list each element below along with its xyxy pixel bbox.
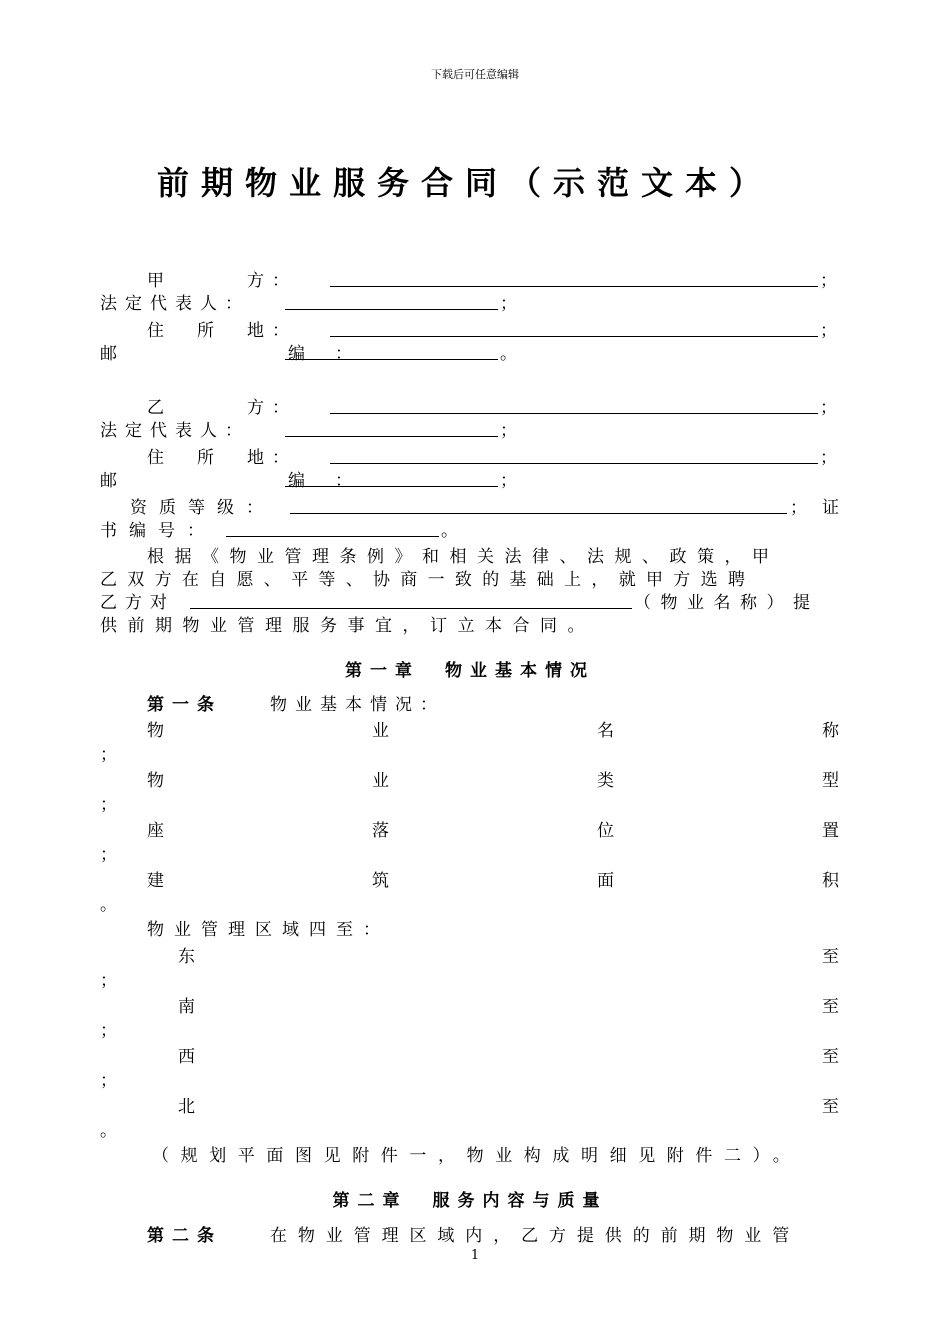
party-b-zip-blank[interactable]	[285, 486, 498, 487]
party-a-name-end: ；	[820, 271, 837, 291]
boundary-west-end: ；	[100, 1071, 117, 1091]
party-a-name-label: 甲 方：	[147, 271, 297, 291]
boundary-dir: 北	[178, 1097, 195, 1117]
field-char: 称	[822, 721, 839, 741]
party-b-qual-end: ；	[790, 498, 807, 518]
boundary-to: 至	[822, 947, 839, 967]
party-b-rep-end: ；	[500, 421, 517, 441]
field-char: 型	[822, 771, 839, 791]
party-a-addr-end: ；	[820, 321, 837, 341]
party-a-zip-end: 。	[500, 344, 517, 364]
party-b-name-blank[interactable]	[330, 413, 818, 414]
party-a-addr-blank[interactable]	[330, 336, 818, 337]
boundary-west	[178, 1042, 839, 1067]
intro-line-4: 供前期物业管理服务事宜，订立本合同。	[100, 616, 595, 636]
party-b-addr-blank[interactable]	[330, 463, 818, 464]
party-b-cert-label: 书编号：	[100, 521, 216, 541]
field-char: 面	[597, 871, 614, 891]
boundary-east-end: ；	[100, 971, 117, 991]
chapter-1-title: 第一章 物业基本情况	[345, 661, 595, 681]
party-b-name-end: ；	[820, 398, 837, 418]
party-b-qual-label: 资质等级：	[130, 498, 275, 518]
field-char: 置	[822, 821, 839, 841]
boundary-east	[178, 942, 839, 967]
intro-line-2: 乙双方在自愿、平等、协商一致的基础上，就甲方选聘	[100, 570, 756, 590]
party-b-cert-end: 。	[441, 521, 458, 541]
field-char: 落	[372, 821, 389, 841]
chapter-2-title: 第二章 服务内容与质量	[332, 1191, 608, 1211]
boundary-title: 物业管理区域四至：	[147, 920, 390, 940]
contract-title: 前期物业服务合同（示范文本）	[156, 164, 773, 202]
boundary-dir: 南	[178, 997, 195, 1017]
boundary-north-end: 。	[100, 1121, 117, 1141]
field-char: 位	[597, 821, 614, 841]
boundary-south	[178, 992, 839, 1017]
party-b-rep-label: 法定代表人：	[100, 421, 250, 441]
field-property-type	[147, 766, 839, 791]
field-char: 类	[597, 771, 614, 791]
party-a-addr-label: 住 所 地：	[147, 321, 297, 341]
header-note: 下载后可任意编辑	[431, 68, 519, 81]
article-2-label: 第二条	[147, 1226, 222, 1246]
field-char: 物	[147, 721, 164, 741]
boundary-dir: 西	[178, 1047, 195, 1067]
party-b-zip-label: 邮 编：	[100, 471, 382, 491]
page-number: 1	[470, 1248, 480, 1263]
party-a-name-blank[interactable]	[330, 286, 818, 287]
field-building-area	[147, 866, 839, 891]
party-b-cert-blank[interactable]	[226, 536, 439, 537]
field-char: 积	[822, 871, 839, 891]
article-2-text: 在物业管理区域内，乙方提供的前期物业管	[270, 1226, 801, 1246]
party-a-rep-label: 法定代表人：	[100, 294, 250, 314]
party-a-zip-label: 邮 编：	[100, 344, 382, 364]
field-property-name-end: ；	[100, 745, 117, 765]
intro-line-3-suffix: （物业名称）提	[634, 593, 820, 613]
party-b-zip-end: ；	[500, 471, 517, 491]
boundary-to: 至	[822, 1047, 839, 1067]
party-a-zip-blank[interactable]	[285, 359, 498, 360]
attachments-note: （规划平面图见附件一，物业构成明细见附件二）。	[152, 1146, 802, 1166]
field-char: 业	[372, 771, 389, 791]
boundary-to: 至	[822, 997, 839, 1017]
field-location	[147, 816, 839, 841]
article-1-text: 物业基本情况：	[270, 695, 445, 715]
intro-line-3-prefix: 乙方对	[100, 593, 175, 613]
field-char: 业	[372, 721, 389, 741]
party-b-rep-blank[interactable]	[285, 436, 498, 437]
party-b-addr-end: ；	[820, 448, 837, 468]
field-building-area-end: 。	[100, 895, 117, 915]
article-1-label: 第一条	[147, 695, 222, 715]
intro-property-name-blank[interactable]	[190, 608, 632, 609]
party-b-addr-label: 住 所 地：	[147, 448, 297, 468]
field-property-type-end: ；	[100, 795, 117, 815]
field-property-name	[147, 716, 839, 741]
field-char: 名	[597, 721, 614, 741]
field-char: 建	[147, 871, 164, 891]
party-a-rep-end: ；	[500, 294, 517, 314]
field-char: 筑	[372, 871, 389, 891]
party-b-qual-blank[interactable]	[290, 513, 787, 514]
intro-line-1: 根据《物业管理条例》和相关法律、法规、政策，甲	[147, 547, 780, 567]
boundary-south-end: ；	[100, 1021, 117, 1041]
boundary-to: 至	[822, 1097, 839, 1117]
boundary-dir: 东	[178, 947, 195, 967]
field-location-end: ；	[100, 845, 117, 865]
party-b-cert-prefix: 证	[822, 498, 839, 518]
boundary-north	[178, 1092, 839, 1117]
field-char: 物	[147, 771, 164, 791]
party-b-name-label: 乙 方：	[147, 398, 297, 418]
party-a-rep-blank[interactable]	[285, 309, 498, 310]
field-char: 座	[147, 821, 164, 841]
